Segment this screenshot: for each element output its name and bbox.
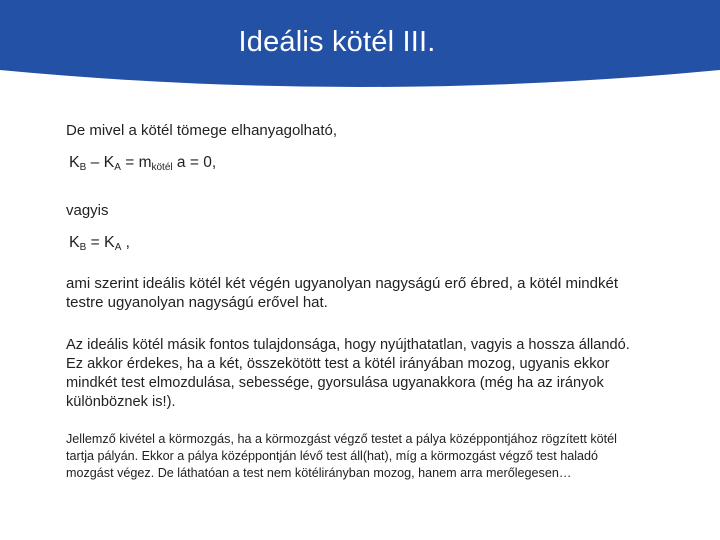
- paragraph-line: ami szerint ideális kötél két végén ugyanolyan nagyságú erő ébred, a kötél mindkét: [66, 275, 618, 292]
- force-symbol-ka: K: [104, 234, 115, 251]
- paragraph-1: [66, 274, 618, 312]
- equation-rest: ,: [121, 234, 130, 251]
- minus-sign: –: [86, 154, 104, 171]
- intro-text: De mivel a kötél tömege elhanyagolható,: [66, 122, 337, 139]
- force-symbol-kb: K: [69, 234, 80, 251]
- subscript-a: A: [114, 162, 121, 173]
- paragraph-line: mozgást végez. De láthatóan a test nem kötélirányban mozog, hanem arra merőlegesen…: [66, 466, 572, 480]
- paragraph-line: tartja pályán. Ekkor a pálya középpontján lévő test áll(hat), míg a körmozgást végző test haladó: [66, 449, 599, 463]
- equals-sign: =: [86, 234, 105, 251]
- vagyis-text: vagyis: [66, 202, 109, 219]
- force-symbol-ka: K: [103, 154, 115, 171]
- equation-1: [69, 154, 216, 173]
- paragraph-3: [66, 431, 617, 482]
- slide-title: Ideális kötél III.: [238, 26, 436, 58]
- equation-rest: a = 0,: [172, 154, 217, 171]
- paragraph-line: különböznek is!).: [66, 394, 176, 410]
- paragraph-2: [66, 336, 630, 412]
- subscript-kotel: kötél: [151, 162, 173, 173]
- equals-m: = m: [120, 154, 152, 171]
- force-symbol-kb: K: [69, 154, 80, 171]
- paragraph-line: testre ugyanolyan nagyságú erővel hat.: [66, 294, 328, 311]
- equation-2: [69, 234, 130, 253]
- paragraph-line: Ez akkor érdekes, ha a két, összekötött test a kötél irányában mozog, ugyanis ekkor: [66, 356, 610, 372]
- paragraph-line: Jellemző kivétel a körmozgás, ha a körmozgást végző testet a pálya középpontjához rögzített kötél: [66, 432, 617, 446]
- title-banner: [0, 0, 720, 92]
- subscript-b: B: [79, 242, 87, 253]
- paragraph-line: Az ideális kötél másik fontos tulajdonsága, hogy nyújthatatlan, vagyis a hossza állandó.: [66, 337, 630, 353]
- paragraph-line: mindkét test elmozdulása, sebessége, gyorsulása ugyanakkora (még ha az irányok: [66, 375, 604, 391]
- subscript-b: B: [79, 162, 87, 173]
- subscript-a: A: [114, 242, 122, 253]
